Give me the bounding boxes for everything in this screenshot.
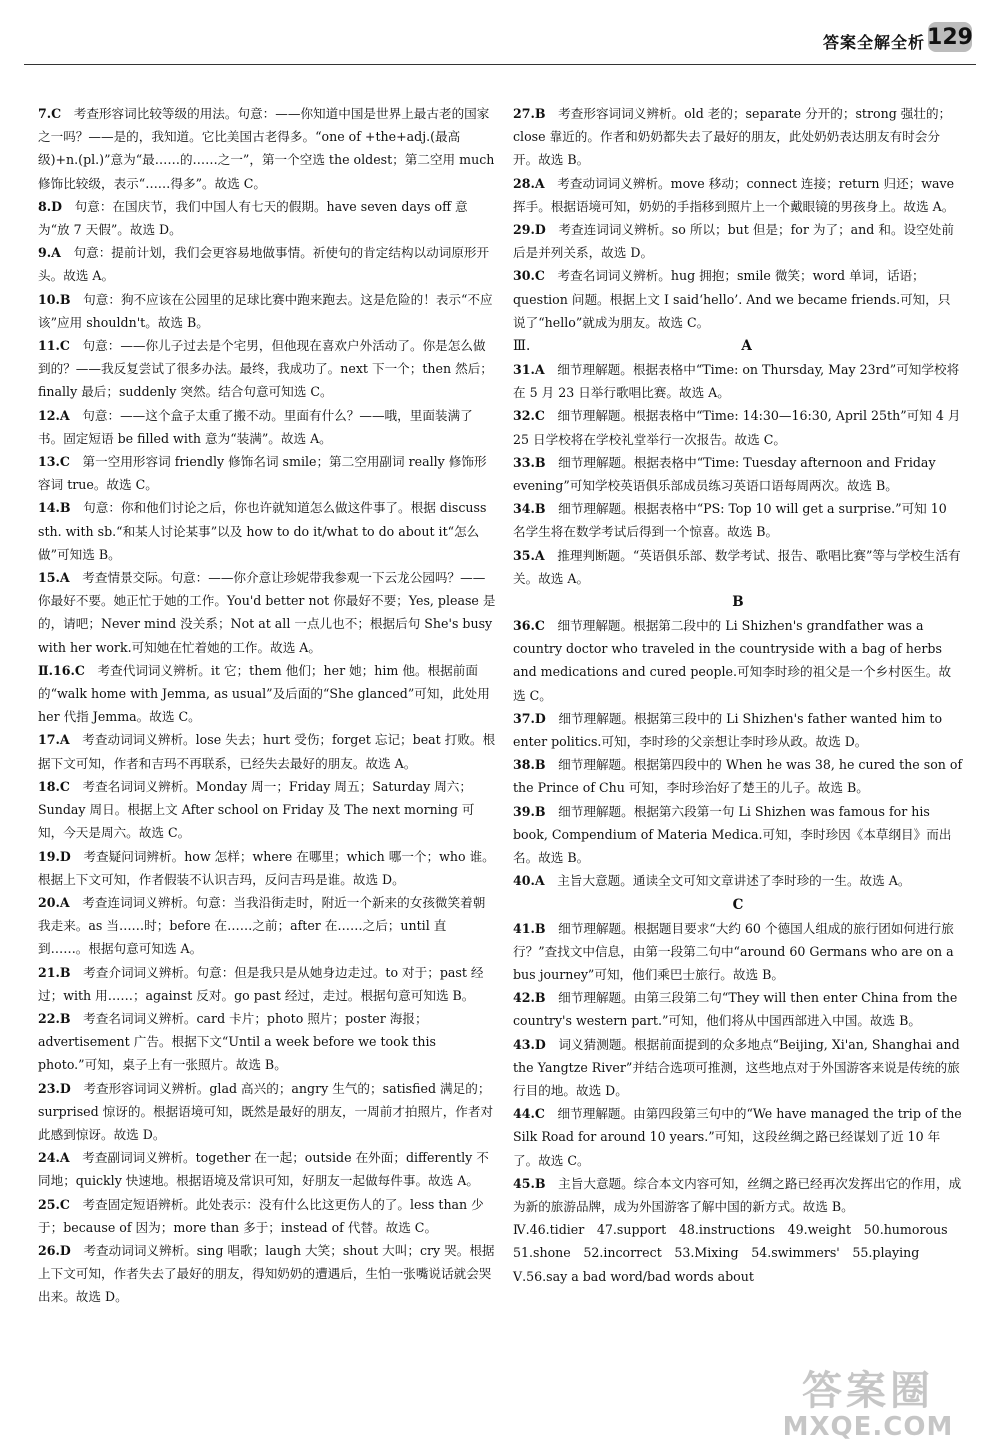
left-column: [38, 102, 496, 1309]
answer-entry: [38, 334, 496, 404]
answer-number: 45.B: [513, 1175, 546, 1191]
answer-entry: [38, 566, 496, 659]
answer-entry: [513, 1102, 963, 1172]
answer-entry: [38, 241, 496, 287]
answer-entry: [513, 986, 963, 1032]
answer-explanation: 细节理解题。根据表格中“Time: 14:30—16:30, April 25th”可知 4 月 25 日学校将在学校礼堂举行一次报告。故选 C。: [513, 408, 961, 447]
watermark-logo: [752, 1369, 984, 1441]
answer-entry: [513, 917, 963, 987]
answer-explanation: 考查疑问词辨析。how 怎样；where 在哪里；which 哪一个；who 谁。根据上下文可知，作者假装不认识吉玛，反问吉玛是谁。故选 D。: [38, 848, 495, 887]
answer-number: 25.C: [38, 1196, 70, 1212]
answer-entry: [38, 450, 496, 496]
answer-number: 40.A: [513, 873, 545, 889]
answer-explanation: 考查名词词义辨析。Monday 周一；Friday 周五；Saturday 周六；Sunday 周日。根据上文 After school on Friday 及 The next morning 可知，今天是周六。故选 C。: [38, 778, 475, 841]
answer-number: 39.B: [513, 803, 546, 819]
watermark-text: 答案圈: [802, 1368, 934, 1414]
right-column: [513, 102, 963, 1288]
answer-explanation: 考查形容词比较等级的用法。句意：——你知道中国是世界上最古老的国家之一吗？——是的，我知道。它比美国古老得多。“one of +the+adj.(最高级)+n.(pl.)”意为“最……的……之一”，第一个空选 the oldest；第二空用 much 修饰比较级，表示“……得多”。故选 C。: [38, 106, 495, 191]
answer-explanation: 句意：——这个盒子太重了搬不动。里面有什么？——哦，里面装满了书。固定短语 be filled with 意为“装满”。故选 A。: [38, 407, 473, 446]
section-letter: C: [732, 896, 744, 913]
answer-entry: [38, 659, 496, 729]
answer-number: 7.C: [38, 106, 62, 121]
section-heading: [513, 590, 963, 614]
answer-number: 36.C: [513, 618, 545, 634]
answer-entry: [38, 1193, 496, 1239]
answer-entry: [38, 775, 496, 845]
answer-number: 14.B: [38, 500, 71, 516]
answer-number: 23.D: [38, 1080, 71, 1096]
answer-entry: [513, 707, 963, 753]
answer-number: 19.D: [38, 848, 71, 864]
answer-explanation: 句意：狗不应该在公园里的足球比赛中跑来跑去。这是危险的！表示“不应该”应用 shouldn't。故选 B。: [38, 291, 493, 330]
answer-entry: [513, 404, 963, 450]
answer-explanation: 句意：你和他们讨论之后，你也许就知道怎么做这件事了。根据 discuss sth. with sb.“和某人讨论某事”以及 how to do it/what to do about it“怎么做”可知选 B。: [38, 500, 487, 562]
answer-explanation: 考查动词词义辨析。move 移动；connect 连接；return 归还；wave 挥手。根据语境可知，奶奶的手指移到照片上一个戴眼镜的男孩身上。故选 A。: [513, 175, 955, 214]
answer-explanation: 细节理解题。根据第三段中的 Li Shizhen's father wanted him to enter politics.可知，李时珍的父亲想让李时珍从政。故选 D。: [513, 710, 943, 750]
answer-number: 35.A: [513, 547, 545, 563]
answer-explanation: 考查代词词义辨析。it 它；them 他们；her 她；him 他。根据前面的“walk home with Jemma, as usual”及后面的“She glanced”可知，此处用 her 代指 Jemma。故选 C。: [38, 662, 490, 725]
answer-number: 29.D: [513, 222, 546, 238]
answer-number: 12.A: [38, 407, 70, 423]
answer-number: 26.D: [38, 1242, 71, 1258]
answer-number: 30.C: [513, 268, 545, 284]
answer-explanation: 第一空用形容词 friendly 修饰名词 smile；第二空用副词 really 修饰形容词 true。故选 C。: [38, 454, 487, 493]
section-letter: B: [732, 594, 744, 611]
answer-entry: [513, 800, 963, 870]
answer-explanation: 句意：提前计划，我们会更容易地做事情。祈使句的肯定结构以动词原形开头。故选 A。: [38, 245, 490, 284]
answer-explanation: 考查副词词义辨析。together 在一起；outside 在外面；differently 不同地；quickly 快速地。根据语境及常识可知，好朋友一起做每件事。故选 A。: [38, 1150, 489, 1189]
answer-entry: [513, 544, 963, 590]
answer-explanation: 细节理解题。由第三段第二句“They will then enter China from the country's western part.”可知，他们将从中国西部进入中国。故选 B。: [513, 990, 958, 1029]
answer-entry: [38, 1077, 496, 1147]
answer-entry: [513, 497, 963, 543]
answer-number: 8.D: [38, 198, 63, 214]
answer-line: 51.shone 52.incorrect 53.Mixing 54.swimmers' 55.playing: [513, 1245, 920, 1261]
section-letter: A: [741, 338, 752, 355]
answer-number: 13.C: [38, 454, 70, 470]
answer-number: 38.B: [513, 757, 546, 773]
answer-number: 11.C: [38, 338, 70, 354]
answer-number: 43.D: [513, 1036, 546, 1052]
answer-explanation: 考查形容词词义辨析。glad 高兴的；angry 生气的；satisfied 满足的；surprised 惊讶的。根据语境可知，既然是最好的朋友，一周前才拍照片，作者对此感到惊讶。故选 D。: [38, 1080, 494, 1142]
page-number: 129: [928, 22, 972, 52]
answer-explanation: 细节理解题。由第四段第三句中的“We have managed the trip of the Silk Road for around 10 years.”可知，这段丝绸之路已经谋划了近 10 年了。故选 C。: [513, 1106, 962, 1168]
answer-number: 42.B: [513, 990, 546, 1006]
answer-number: 22.B: [38, 1010, 71, 1026]
answer-entry: [513, 451, 963, 497]
answer-number: 44.C: [513, 1106, 545, 1122]
answer-entry: [513, 753, 963, 799]
answer-number: 17.A: [38, 732, 70, 748]
answer-number: 33.B: [513, 454, 546, 470]
section-heading: [513, 334, 963, 358]
answer-number: Ⅱ.16.C: [38, 662, 85, 678]
answer-entry: [38, 288, 496, 334]
answer-number: 24.A: [38, 1150, 70, 1166]
answer-entry: [38, 1007, 496, 1077]
answer-explanation: 考查连词词义辨析。so 所以；but 但是；for 为了；and 和。设空处前后是并列关系，故选 D。: [513, 222, 954, 261]
answer-explanation: 词义猜测题。根据前面提到的众多地点“Beijing, Xi'an, Shanghai and the Yangtze River”并结合选项可推测，这些地点对于外国游客来说是传统的旅行目的地。故选 D。: [513, 1036, 960, 1098]
answer-number: 31.A: [513, 362, 545, 378]
answer-entry: [513, 102, 963, 172]
answer-explanation: 考查动词词义辨析。lose 失去；hurt 受伤；forget 忘记；beat 打败。根据下文可知，作者和吉玛不再联系，已经失去最好的朋友。故选 A。: [38, 732, 496, 771]
answer-explanation: 考查形容词词义辨析。old 老的；separate 分开的；strong 强壮的；close 靠近的。作者和奶奶都失去了最好的朋友，此处奶奶表达朋友有时会分开。故选 B。: [513, 106, 952, 168]
answer-number: 41.B: [513, 920, 546, 936]
answer-number: 27.B: [513, 106, 546, 121]
section-heading: [513, 893, 963, 917]
answer-number: 21.B: [38, 964, 71, 980]
page-header: [0, 0, 1000, 64]
answer-entry: [513, 218, 963, 264]
answer-number: 10.B: [38, 291, 71, 307]
answer-explanation: 细节理解题。根据第二段中的 Li Shizhen's grandfather was a country doctor who traveled in the countryside with a bag of herbs and medications and cured people.可知李时珍的祖父是一个乡村医生。故选 C。: [513, 618, 952, 703]
answer-explanation: 考查情景交际。句意：——你介意让珍妮带我参观一下云龙公园吗？——你最好不要。她正忙于她的工作。You'd better not 你最好不要；Yes, please 是的，请吧；Never mind 没关系；Not at all 一点儿也不；根据后句 She's busy with her work.可知她在忙着她的工作。故选 A。: [38, 570, 496, 655]
answer-explanation: 细节理解题。根据题目要求“大约 60 个德国人组成的旅行团如何进行旅行？”查找文中信息，由第一段第二句中“around 60 Germans who are on a bus journey”可知，他们乘巴士旅行。故选 B。: [513, 920, 954, 982]
answer-explanation: 细节理解题。根据第四段中的 When he was 38, he cured the son of the Prince of Chu 可知，李时珍治好了楚王的儿子。故选 B。: [513, 757, 963, 796]
answer-entry: [513, 264, 963, 334]
answer-entry: [513, 1033, 963, 1103]
answer-number: 34.B: [513, 501, 546, 517]
answer-explanation: 细节理解题。根据表格中“PS: Top 10 will get a surprise.”可知 10 名学生将在数学考试后得到一个惊喜。故选 B。: [513, 501, 947, 540]
answer-explanation: 考查介词词义辨析。句意：但是我只是从她身边走过。to 对于；past 经过；with 用……；against 反对。go past 经过，走过。根据句意可知选 B。: [38, 964, 484, 1003]
answer-entry: [38, 102, 496, 195]
answer-entry: [513, 869, 963, 892]
answer-number: 9.A: [38, 245, 61, 261]
answer-number: 20.A: [38, 894, 70, 910]
answer-explanation: 细节理解题。根据表格中“Time: on Thursday, May 23rd”可知学校将在 5 月 23 日举行歌唱比赛。故选 A。: [513, 362, 960, 401]
answer-explanation: 考查动词词义辨析。sing 唱歌；laugh 大笑；shout 大叫；cry 哭。根据上下文可知，作者失去了最好的朋友，得知奶奶的遭遇后，生怕一张嘴说话就会哭出来。故选 D。: [38, 1242, 495, 1305]
answer-number: 15.A: [38, 570, 70, 586]
header-rule: [24, 64, 976, 65]
answer-explanation: 考查名词词义辨析。hug 拥抱；smile 微笑；word 单词，话语；question 问题。根据上文 I said‘hello’. And we became friends.可知，只说了“hello”就成为朋友。故选 C。: [513, 268, 951, 330]
answer-number: 32.C: [513, 408, 545, 424]
answer-entry: [38, 845, 496, 891]
answer-number: 28.A: [513, 175, 545, 191]
answer-line: Ⅴ.56.say a bad word/bad words about: [513, 1268, 754, 1284]
answer-explanation: 句意：在国庆节，我们中国人有七天的假期。have seven days off 意为“放 7 天假”。故选 D。: [38, 198, 468, 238]
answer-entry: [38, 195, 496, 241]
answer-number: 18.C: [38, 778, 70, 794]
answer-entry: [513, 172, 963, 218]
answer-line: Ⅳ.46.tidier 47.support 48.instructions 49.weight 50.humorous: [513, 1222, 948, 1238]
answer-entry: [38, 1146, 496, 1192]
answer-entry: [513, 614, 963, 707]
answer-explanation: 句意：——你儿子过去是个宅男，但他现在喜欢户外活动了。你是怎么做到的？——我反复尝试了很多办法。最终，我成功了。next 下一个；then 然后；finally 最后；suddenly 突然。结合句意可知选 C。: [38, 338, 493, 400]
answer-explanation: 主旨大意题。综合本文内容可知，丝绸之路已经再次发挥出它的作用，成为新的旅游品牌，成为外国游客了解中国的新方式。故选 B。: [513, 1175, 962, 1214]
answer-entry: [38, 496, 496, 566]
section-roman: Ⅲ.: [513, 338, 531, 355]
answer-entry: [38, 891, 496, 961]
watermark-url: MXQE.COM: [782, 1412, 954, 1442]
answer-entry: [38, 728, 496, 774]
answer-explanation: 主旨大意题。通读全文可知文章讲述了李时珍的一生。故选 A。: [544, 873, 911, 889]
answer-explanation: 考查名词词义辨析。card 卡片；photo 照片；poster 海报；advertisement 广告。根据下文“Until a week before we took this photo.”可知，桌子上有一张照片。故选 B。: [38, 1010, 436, 1073]
answer-explanation: 推理判断题。“英语俱乐部、数学考试、报告、歌唱比赛”等与学校生活有关。故选 A。: [513, 547, 961, 586]
answer-number: 37.D: [513, 710, 546, 726]
answer-explanation: 考查固定短语辨析。此处表示：没有什么比这更伤人的了。less than 少于；because of 因为；more than 多于；instead of 代替。故选 C。: [38, 1196, 484, 1235]
header-title: 答案全解全析: [822, 33, 925, 52]
answer-entry: [513, 358, 963, 404]
answer-explanation: 细节理解题。根据第六段第一句 Li Shizhen was famous for his book, Compendium of Materia Medica.可知，李时珍因《本草纲目》而出名。故选 B。: [513, 803, 952, 866]
answer-entry: [38, 404, 496, 450]
answer-entry: [513, 1172, 963, 1218]
answer-entry: [38, 1239, 496, 1309]
answer-explanation: 考查连词词义辨析。句意：当我沿街走时，附近一个新来的女孩微笑着朝我走来。as 当……时；before 在……之前；after 在……之后；until 直到……。根据句意可知选 A。: [38, 894, 486, 957]
answer-entry: [38, 961, 496, 1007]
answer-explanation: 细节理解题。根据表格中“Time: Tuesday afternoon and Friday evening”可知学校英语俱乐部成员练习英语口语每周两次。故选 B。: [513, 454, 936, 494]
